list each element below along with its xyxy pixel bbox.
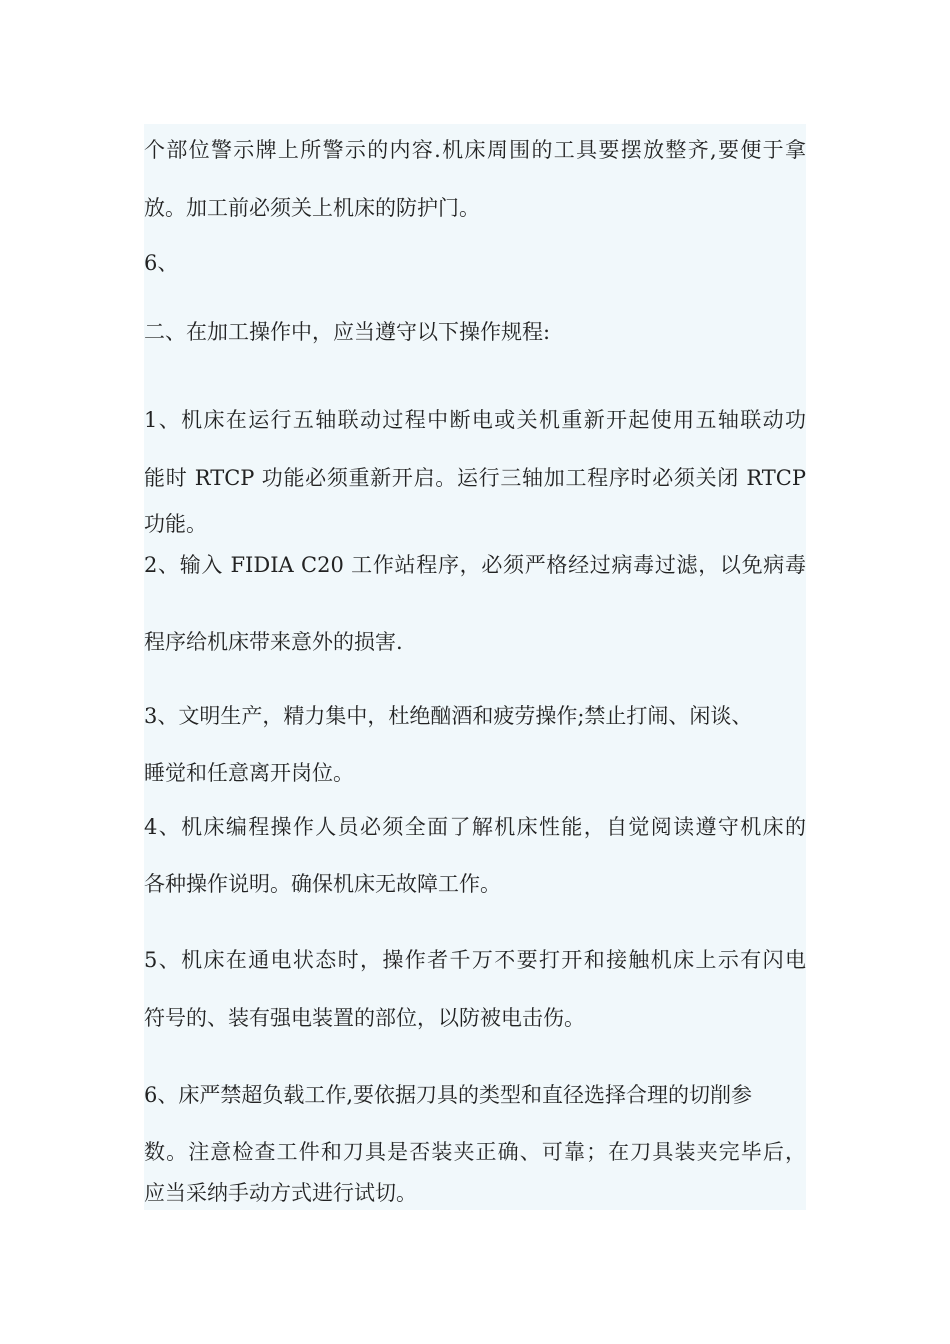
text-line: 个部位警示牌上所警示的内容.机床周围的工具要摆放整齐,要便于拿	[144, 138, 806, 162]
text-line: 功能。	[144, 512, 207, 536]
text-line: 放。加工前必须关上机床的防护门。	[144, 196, 480, 220]
section-heading: 二、在加工操作中，应当遵守以下操作规程:	[144, 320, 551, 344]
text-line: 6、床严禁超负载工作,要依据刀具的类型和直径选择合理的切削参	[144, 1083, 753, 1107]
text-line: 符号的、装有强电装置的部位，以防被电击伤。	[144, 1006, 585, 1030]
text-line: 能时 RTCP 功能必须重新开启。运行三轴加工程序时必须关闭 RTCP	[144, 466, 806, 490]
document-text-block	[144, 124, 806, 1210]
text-line: 1、机床在运行五轴联动过程中断电或关机重新开起使用五轴联动功	[144, 408, 806, 432]
text-line: 各种操作说明。确保机床无故障工作。	[144, 872, 501, 896]
text-line: 睡觉和任意离开岗位。	[144, 761, 354, 785]
text-line: 6、	[144, 251, 179, 275]
text-line: 程序给机床带来意外的损害.	[144, 630, 403, 654]
text-line: 3、文明生产，精力集中，杜绝酗酒和疲劳操作;禁止打闹、闲谈、	[144, 704, 753, 728]
text-line: 4、机床编程操作人员必须全面了解机床性能，自觉阅读遵守机床的	[144, 815, 806, 839]
text-line: 数。注意检查工件和刀具是否装夹正确、可靠；在刀具装夹完毕后，	[144, 1140, 806, 1164]
text-line: 应当采纳手动方式进行试切。	[144, 1181, 417, 1205]
text-line: 2、输入 FIDIA C20 工作站程序，必须严格经过病毒过滤，以免病毒	[144, 553, 806, 577]
text-line: 5、机床在通电状态时，操作者千万不要打开和接触机床上示有闪电	[144, 948, 806, 972]
